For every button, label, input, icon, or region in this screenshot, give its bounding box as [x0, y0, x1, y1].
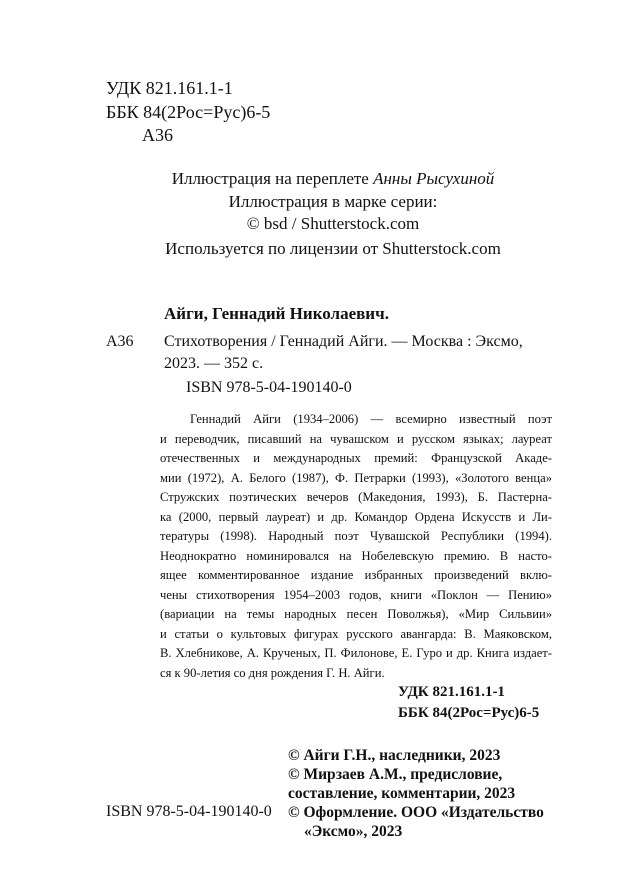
isbn: ISBN 978-5-04-190140-0: [186, 379, 352, 396]
annotation-line: и переводчик, писавший на чувашском и русском языках; лауреат: [160, 431, 552, 446]
copyright-line: © Айги Г.Н., наследники, 2023: [288, 747, 501, 764]
author-sign: А36: [142, 125, 173, 145]
bibliographic-line: 2023. — 352 с.: [164, 355, 264, 372]
annotation-line: отечественных и международных премий: Французской Акаде-: [160, 451, 552, 465]
bbk-code: ББК 84(2Рос=Рус)6-5: [106, 102, 271, 122]
udk-code: УДК 821.161.1-1: [106, 78, 233, 98]
annotation-line: Неоднократно номинировался на Нобелевскую премию. В насто-: [160, 548, 552, 563]
illustrator-name: Анны Рысухиной: [373, 169, 495, 188]
annotation-line: ящее комментированное издание избранных произведений вклю-: [160, 568, 552, 582]
series-mark-credit: Иллюстрация в марке серии:: [228, 192, 438, 211]
license-note: Используется по лицензии от Shutterstock.com: [165, 239, 501, 258]
bbk-code-bottom: ББК 84(2Рос=Рус)6-5: [398, 705, 540, 721]
annotation-line: мии (1972), А. Белого (1987), Ф. Петрарки (1993), «Золотого венца»: [160, 470, 552, 485]
author-heading: Айги, Геннадий Николаевич.: [164, 304, 389, 323]
annotation-line: и статьи о культовых фигурах русского авангарда: В. Маяковском,: [160, 626, 552, 641]
copyright-line: © Мирзаев А.М., предисловие,: [288, 766, 503, 783]
annotation: [160, 410, 552, 683]
annotation-line: Стружских поэтических вечеров (Македония, 1993), Б. Пастерна-: [160, 490, 552, 504]
annotation-line: чены стихотворения 1954–2003 годов, книги «Поклон — Пению»: [160, 587, 552, 602]
illustration-credit-label: Иллюстрация на переплете: [171, 169, 374, 188]
catalog-author-sign: А36: [106, 333, 134, 350]
copyright-line: «Эксмо», 2023: [304, 823, 403, 840]
illustration-credit: [106, 168, 560, 190]
annotation-line: ка (2000, первый лауреат) и др. Командор Ордена Искусств и Ли-: [160, 509, 552, 524]
udk-code-bottom: УДК 821.161.1-1: [398, 684, 505, 700]
copyright-line: составление, комментарии, 2023: [288, 785, 516, 802]
annotation-line: В. Хлебникове, А. Крученых, П. Филонове, Е. Гуро и др. Книга издает-: [160, 646, 552, 660]
stock-credit: © bsd / Shutterstock.com: [246, 214, 420, 233]
annotation-line: ся к 90-летия со дня рождения Г. Н. Айги.: [160, 665, 385, 680]
annotation-line: тературы (1998). Народный поэт Чувашской Республики (1994).: [160, 529, 552, 543]
isbn-bottom: ISBN 978-5-04-190140-0: [106, 803, 272, 820]
bibliographic-line: Стихотворения / Геннадий Айги. — Москва : Эксмо,: [164, 333, 523, 350]
copyright-line: © Оформление. ООО «Издательство: [288, 804, 544, 821]
annotation-line: (вариации на темы народных песен Поволжья), «Мир Сильвии»: [160, 607, 552, 621]
annotation-line: Геннадий Айги (1934–2006) — всемирно известный поэт: [190, 412, 552, 426]
